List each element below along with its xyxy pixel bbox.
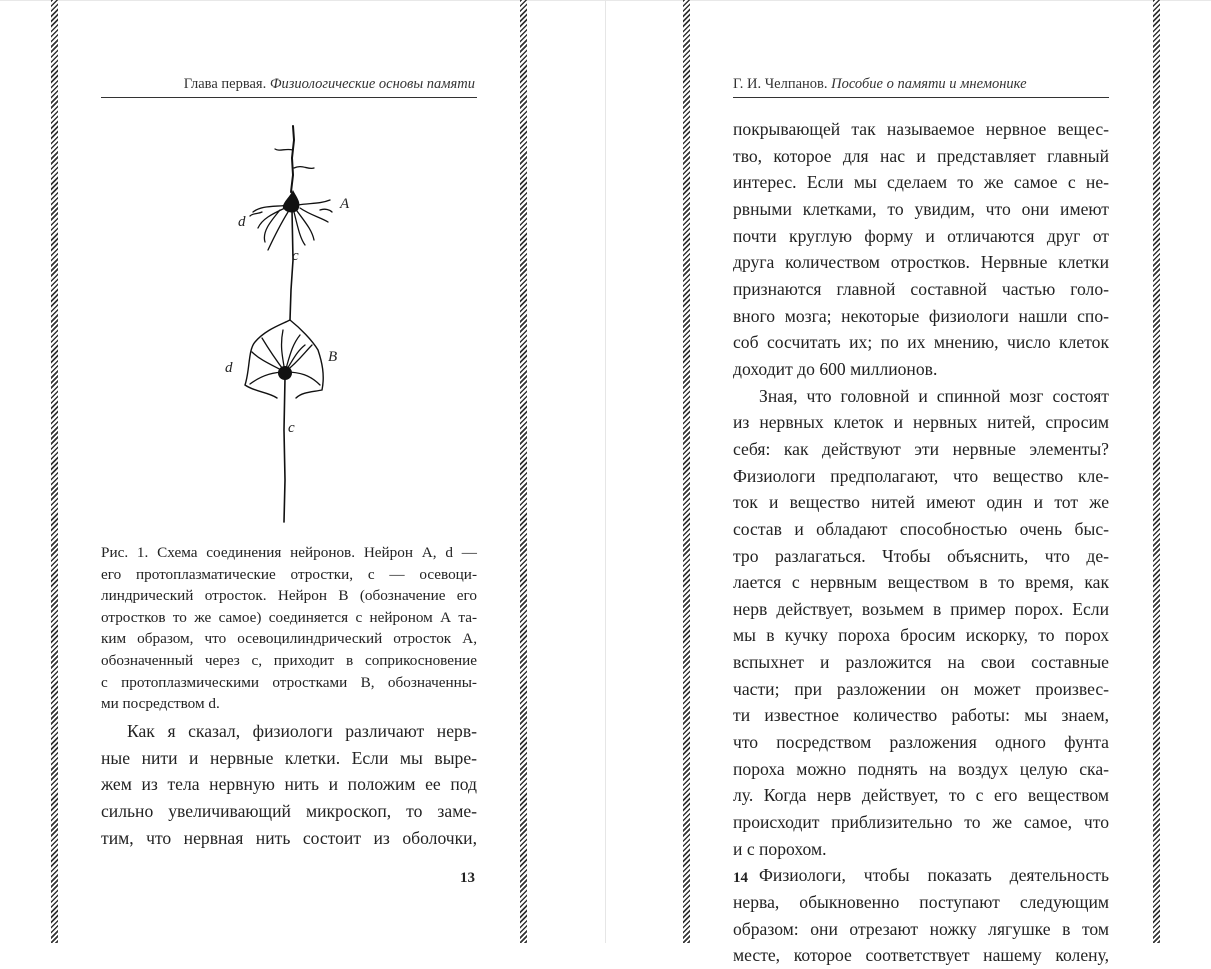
text-line: Зная, что головной и спинной мозг состоят	[759, 385, 1109, 406]
neuron-a-apical-dendrite	[291, 126, 294, 192]
neuron-a-branch	[294, 167, 314, 169]
text-line: сильно увеличивающий микроскоп, то заме-	[101, 800, 477, 821]
neuron-b-body	[278, 366, 292, 380]
text-line: его протоплазматические отростки, с — осевоци-	[101, 565, 477, 583]
neuron-b-axon	[284, 378, 285, 522]
paragraph	[733, 116, 1109, 383]
text-line: обозначенный через с, приходит в соприкосновение	[101, 651, 477, 669]
text-line: жем из тела нервную нить и положим ее под	[101, 774, 477, 795]
label-c-bottom: c	[288, 420, 295, 436]
text-line: и с порохом.	[733, 838, 827, 859]
label-neuron-b: B	[328, 349, 338, 365]
text-line: линдрический отросток. Нейрон В (обозначение его	[101, 587, 477, 605]
text-line: ток и вещество нитей имеют один и тот же	[733, 492, 1109, 513]
book-spine	[605, 0, 606, 943]
text-line: соб сосчитать их; по их мнению, число клеток	[733, 332, 1109, 353]
text-line: ти известное количество работы: мы знаем,	[733, 705, 1109, 726]
text-line: части; при разложении он может произвес-	[733, 678, 1109, 699]
text-line: месте, которое соответствует нашему колену,	[733, 945, 1109, 966]
text-line: доходит до 600 миллионов.	[733, 358, 938, 379]
paragraph	[101, 718, 477, 851]
text-line: тим, что нервная нить состоит из оболочки,	[101, 827, 477, 848]
text-line: лается с нервным веществом в то время, как	[733, 572, 1109, 593]
text-line: ные нити и нервные клетки. Если мы выре-	[101, 747, 477, 768]
right-page-left-border	[683, 0, 690, 943]
text-line: рвными клетками, то увидим, что они имеют	[733, 198, 1109, 219]
text-line: Физиологи предполагают, что вещество кле-	[733, 465, 1109, 486]
right-body-text	[733, 116, 1109, 969]
chapter-title: Физиологические основы памяти	[269, 76, 475, 92]
neuron-a-branch	[275, 149, 293, 150]
text-line: происходит приблизительно то же самое, что	[733, 812, 1109, 833]
label-d-top: d	[238, 214, 246, 230]
text-line: образом: они отрезают ножку лягушке в том	[733, 918, 1109, 939]
page-number-right: 14	[733, 870, 748, 886]
text-line: из нервных клеток и нервных нитей, спросим	[733, 412, 1109, 433]
text-line: пороха можно поднять на воздух целую ска-	[733, 758, 1109, 779]
text-line: почти круглую форму и отличаются друг от	[733, 225, 1109, 246]
text-line: друга количеством отростков. Нервные клетки	[733, 252, 1109, 273]
text-line: нерва, обыкновенно поступают следующим	[733, 892, 1109, 913]
text-line: Физиологи, чтобы показать деятельность	[759, 865, 1109, 886]
figure-caption	[101, 542, 477, 715]
label-neuron-a: A	[340, 196, 350, 212]
text-line: признаются главной составной частью голо-	[733, 278, 1109, 299]
paragraph	[733, 862, 1109, 969]
text-line: интерес. Если мы сделаем то же самое с не-	[733, 172, 1109, 193]
text-line: с протоплазмическими отростками В, обозначенны-	[101, 673, 477, 691]
header-rule	[733, 97, 1109, 98]
neuron-a-body	[283, 190, 300, 212]
text-line: что посредством разложения одного фунта	[733, 732, 1109, 753]
label-c-top: c	[292, 248, 299, 264]
text-line: ким образом, что осевоцилиндрический отросток А,	[101, 630, 477, 648]
book-title: Пособие о памяти и мнемонике	[831, 76, 1027, 92]
neuron-a-axon	[290, 210, 293, 320]
running-head-right	[733, 76, 1027, 93]
text-line: ми посредством d.	[101, 695, 220, 713]
text-line: Рис. 1. Схема соединения нейронов. Нейрон А, d —	[101, 544, 477, 561]
chapter-label: Глава первая.	[183, 76, 270, 92]
text-line: Как я сказал, физиологи различают нерв-	[127, 721, 477, 741]
text-line: вспыхнет и разложится на свои составные	[733, 652, 1109, 673]
author-label: Г. И. Челпанов.	[733, 76, 832, 92]
text-line: покрывающей так называемое нервное вещес-	[733, 119, 1109, 139]
text-line: мы в кучку пороха бросим искорку, то порох	[733, 625, 1109, 646]
right-page-right-border	[1153, 0, 1160, 943]
text-line: лу. Когда нерв действует, то с его веществом	[733, 785, 1109, 806]
text-line: вного мозга; некоторые физиологи нашли спо-	[733, 305, 1109, 326]
left-body-text	[101, 718, 477, 851]
label-d-bottom: d	[225, 360, 233, 376]
text-line: отростков то же самое) соединяется с нейроном А та-	[101, 608, 477, 626]
text-line: себя: как действуют эти нервные элементы?	[733, 438, 1109, 459]
text-line: тро разлагаться. Чтобы объяснить, что де-	[733, 545, 1109, 566]
text-line: тво, которое для нас и представляет главный	[733, 145, 1109, 166]
paragraph	[733, 383, 1109, 863]
text-line: состав и обладают способностью очень быс-	[733, 518, 1109, 539]
text-line: нерв действует, возьмем в пример порох. Если	[733, 598, 1109, 619]
page-number-left: 13	[460, 870, 475, 886]
